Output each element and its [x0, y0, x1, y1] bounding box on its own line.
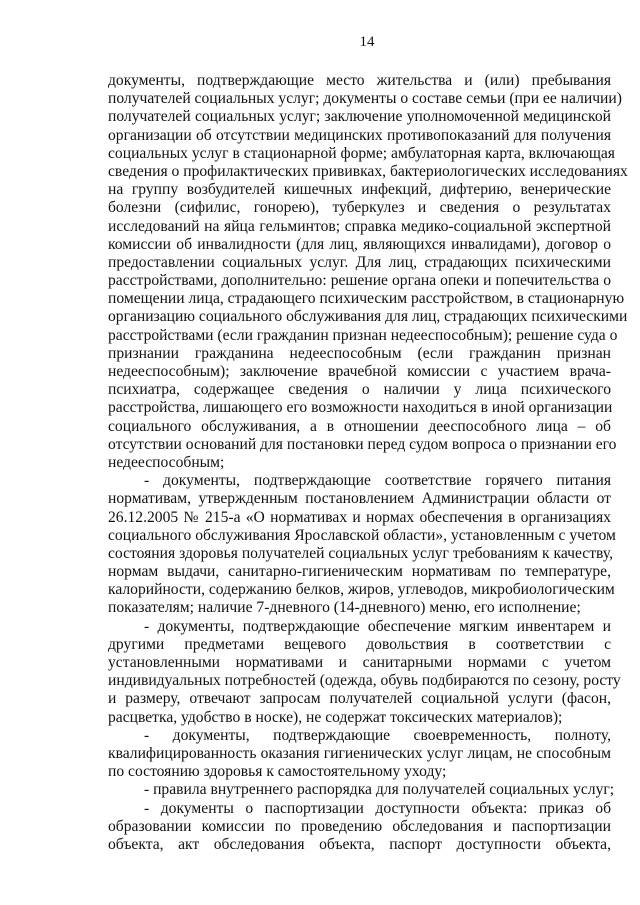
text-line: признании гражданина недееспособным (если гражданин признан — [108, 344, 611, 362]
text-line: организацию социального обслуживания для лиц, страдающих психическими — [108, 308, 628, 326]
text-line: калорийности, содержанию белков, жиров, углеводов, микробиологическим — [108, 581, 615, 599]
paragraph-internal-rules — [108, 781, 615, 799]
text-line: квалифицированность оказания гигиенических услуг лицам, не способным — [108, 744, 611, 762]
text-line: организации об отсутствии медицинских противопоказаний для получения — [108, 126, 611, 144]
text-line: расстройства, лишающего его возможности находиться в иной организации — [108, 399, 613, 417]
text-line: образовании комиссии по проведению обследования и паспортизации — [108, 817, 611, 835]
text-line: болезни (сифилис, гонорею), туберкулез и сведения о результатах — [108, 199, 611, 217]
text-line: психиатра, содержащее сведения о наличии у лица психического — [108, 381, 611, 399]
paragraph-accessibility-passport — [108, 800, 611, 855]
text-line: нормативам, утвержденным постановлением Администрации области от — [108, 490, 611, 508]
page-number: 14 — [359, 34, 375, 50]
paragraph-hygienic-services — [108, 727, 611, 782]
text-line: другими предметами вещевого довольствия в соответствии с — [108, 635, 611, 653]
text-line: на группу возбудителей кишечных инфекций, дифтерию, венерические — [108, 181, 611, 199]
text-line: недееспособным); заключение врачебной комиссии с участием врача- — [108, 363, 611, 380]
text-line: недееспособным; — [108, 453, 225, 471]
text-line: - документы, подтверждающие соответствие горячего питания — [144, 472, 611, 490]
text-line: по состоянию здоровья к самостоятельному уходу; — [108, 763, 447, 781]
text-line: расстройствами (если гражданин признан недееспособным); решение суда о — [108, 326, 618, 344]
text-line: получателей социальных услуг; заключение уполномоченной медицинской — [108, 108, 611, 126]
paragraph-hot-meals — [108, 472, 616, 618]
text-line: состояния здоровья получателей социальных услуг требованиям к качеству, — [108, 544, 613, 562]
text-line: объекта, акт обследования объекта, паспорт доступности объекта, — [108, 835, 611, 853]
paragraph-documents-list — [108, 72, 628, 472]
text-line: социальных услуг в стационарной форме; амбулаторная карта, включающая — [108, 144, 615, 162]
text-line: отсутствии оснований для постановки перед судом вопроса о признании его — [108, 435, 617, 453]
text-line: индивидуальных потребностей (одежда, обувь подбираются по сезону, росту — [108, 672, 621, 690]
text-line: помещении лица, страдающего психическим расстройством, в стационарную — [108, 290, 625, 308]
text-line: получателей социальных услуг; документы о составе семьи (при ее наличии) — [108, 90, 622, 108]
text-line: - документы, подтверждающие обеспечение мягким инвентарем и — [144, 617, 611, 635]
text-line: расстройствами, дополнительно: решение органа опеки и попечительства о — [108, 272, 611, 290]
text-line: социального обслуживания, а в отношении дееспособного лица – об — [108, 417, 611, 435]
text-line: - документы о паспортизации доступности объекта: приказ об — [144, 799, 611, 817]
text-line: и размеру, отвечают запросам получателей социальной услуги (фасон, — [108, 690, 611, 708]
text-line: 26.12.2005 № 215-а «О нормативах и нормах обеспечения в организациях — [108, 508, 611, 526]
text-line: предоставлении социальных услуг. Для лиц, страдающих психическими — [108, 253, 611, 271]
text-line: нормам выдачи, санитарно-гигиеническим нормативам по температуре, — [108, 563, 611, 581]
text-line: показателям; наличие 7-дневного (14-дневного) меню, его исполнение; — [108, 599, 581, 617]
text-line: - правила внутреннего распорядка для получателей социальных услуг; — [144, 781, 615, 799]
text-line: расцветка, удобство в носке), не содержат токсических материалов); — [108, 708, 563, 726]
text-line: комиссии об инвалидности (для лиц, являющихся инвалидами), договор о — [108, 235, 611, 253]
text-line: документы, подтверждающие место жительства и (или) пребывания — [108, 72, 611, 89]
text-line: - документы, подтверждающие своевременность, полноту, — [144, 726, 611, 744]
text-line: сведения о профилактических прививках, бактериологических исследованиях — [108, 162, 628, 180]
text-line: социального обслуживания Ярославской области», установленным с учетом — [108, 526, 616, 544]
paragraph-soft-inventory — [108, 617, 621, 727]
text-line: исследований на яйца гельминтов; справка медико-социальной экспертной — [108, 217, 611, 235]
text-line: установленными нормативами и санитарными нормами с учетом — [108, 654, 611, 671]
document-body — [108, 72, 628, 854]
